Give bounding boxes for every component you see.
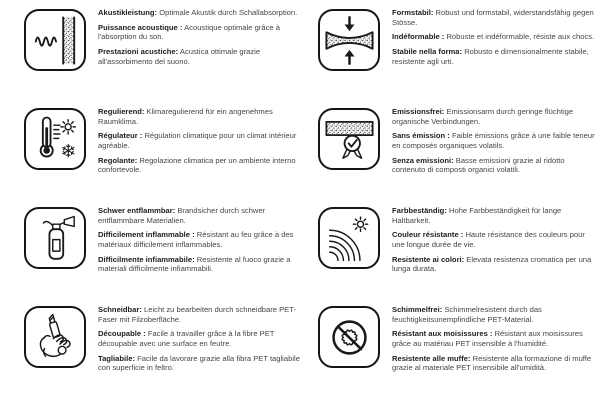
text-de: Regulierend: Klimaregulierend für ein angenehmes Raumklima. bbox=[98, 107, 273, 126]
text-fr: Découpable : Facile à travailler grâce à la fibre PET découpable avec une surface en feutre. bbox=[98, 329, 275, 348]
feature-emission-free bbox=[318, 106, 596, 192]
sun-icon bbox=[61, 119, 75, 133]
text-it: Difficilmente infiammabile: Resistente al fuoco grazie a materiali difficilmente infiammabili. bbox=[98, 254, 291, 274]
text-fr: Résistant aux moisissures : Résistant aux moisissures grâce au matériau PET insensible à l'humidité. bbox=[392, 329, 583, 348]
text-it: Tagliabile: Facile da lavorare grazie alla fibra PET tagliabile con superficie in feltro. bbox=[98, 353, 300, 373]
feature-cuttable bbox=[24, 304, 300, 390]
text-fr: Difficilement inflammable : Résistant au feu grâce à des matériaux difficilement inflammables. bbox=[98, 230, 294, 249]
feature-colorfast bbox=[318, 205, 596, 291]
text-it: Resistente alle muffe: Resistente alla formazione di muffe grazie al materiale PET insensibile all'umidità. bbox=[392, 353, 592, 373]
text-de: Schneidbar: Leicht zu bearbeiten durch schneidbare PET-Faser mit Filzoberfläche. bbox=[98, 305, 296, 324]
cutter-knife bbox=[47, 314, 60, 338]
text-it: Stabile nella forma: Robusto e dimensionalmente stabile, resistente agli urti. bbox=[392, 46, 589, 66]
text-de: Schimmelfrei: Schimmelresistent durch das feuchtigkeitsunempfindliche PET-Material. bbox=[392, 305, 542, 324]
snowflake-icon: ❄ bbox=[59, 141, 76, 163]
text-fr: Indéformable : Robuste et indéformable, résiste aux chocs. bbox=[392, 32, 595, 42]
text-fr: Régulateur : Régulation climatique pour un climat intérieur agréable. bbox=[98, 131, 297, 150]
text-fr: Couleur résistante : Haute résistance des couleurs pour une longue durée de vie. bbox=[392, 230, 585, 249]
text-de: Farbbeständig: Hohe Farbbeständigkeit für lange Haltbarkeit. bbox=[392, 206, 562, 225]
text-it: Senza emissioni: Basse emissioni grazie al ridotto contenuto di composti organici volatili. bbox=[392, 155, 565, 175]
sun-icon bbox=[353, 217, 367, 231]
text-de: Emissionsfrei: Emissionsarm durch geringe flüchtige organische Verbindungen. bbox=[392, 107, 574, 126]
emission-certificate-icon bbox=[318, 108, 380, 170]
sound-absorption-icon bbox=[24, 9, 86, 71]
feature-mold-free bbox=[318, 304, 596, 390]
no-mold-icon bbox=[318, 306, 380, 368]
text-de: Schwer entflammbar: Brandsicher durch schwer entflammbare Materialien. bbox=[98, 206, 266, 225]
text-fr: Puissance acoustique : Acoustique optimale grâce à l'absorption du son. bbox=[98, 22, 280, 42]
feature-form-stable bbox=[318, 7, 596, 93]
feature-climate bbox=[24, 106, 300, 192]
climate-regulation-icon bbox=[24, 108, 86, 170]
feature-flame-resistant bbox=[24, 205, 300, 291]
colorfast-rainbow-sun-icon bbox=[318, 207, 380, 269]
text-de: Formstabil: Robust und formstabil, widerstandsfähig gegen Stösse. bbox=[392, 8, 594, 27]
hand-cutter-icon bbox=[24, 306, 86, 368]
text-it: Regolante: Regolazione climatica per un ambiente interno confortevole. bbox=[98, 155, 296, 175]
text-it: Prestazioni acustiche: Acustica ottimale grazie all'assorbimento del suono. bbox=[98, 46, 261, 66]
compression-resistance-icon bbox=[318, 9, 380, 71]
fire-extinguisher-icon bbox=[24, 207, 86, 269]
text-it: Resistente ai colori: Elevata resistenza cromatica per una lunga durata. bbox=[392, 254, 592, 274]
text-de: Akustikleistung: Optimale Akustik durch Schallabsorption. bbox=[98, 8, 298, 17]
text-fr: Sans émission : Faible émissions grâce à une faible teneur en composés organiques volatils. bbox=[392, 131, 595, 150]
feature-acoustic bbox=[24, 7, 300, 93]
